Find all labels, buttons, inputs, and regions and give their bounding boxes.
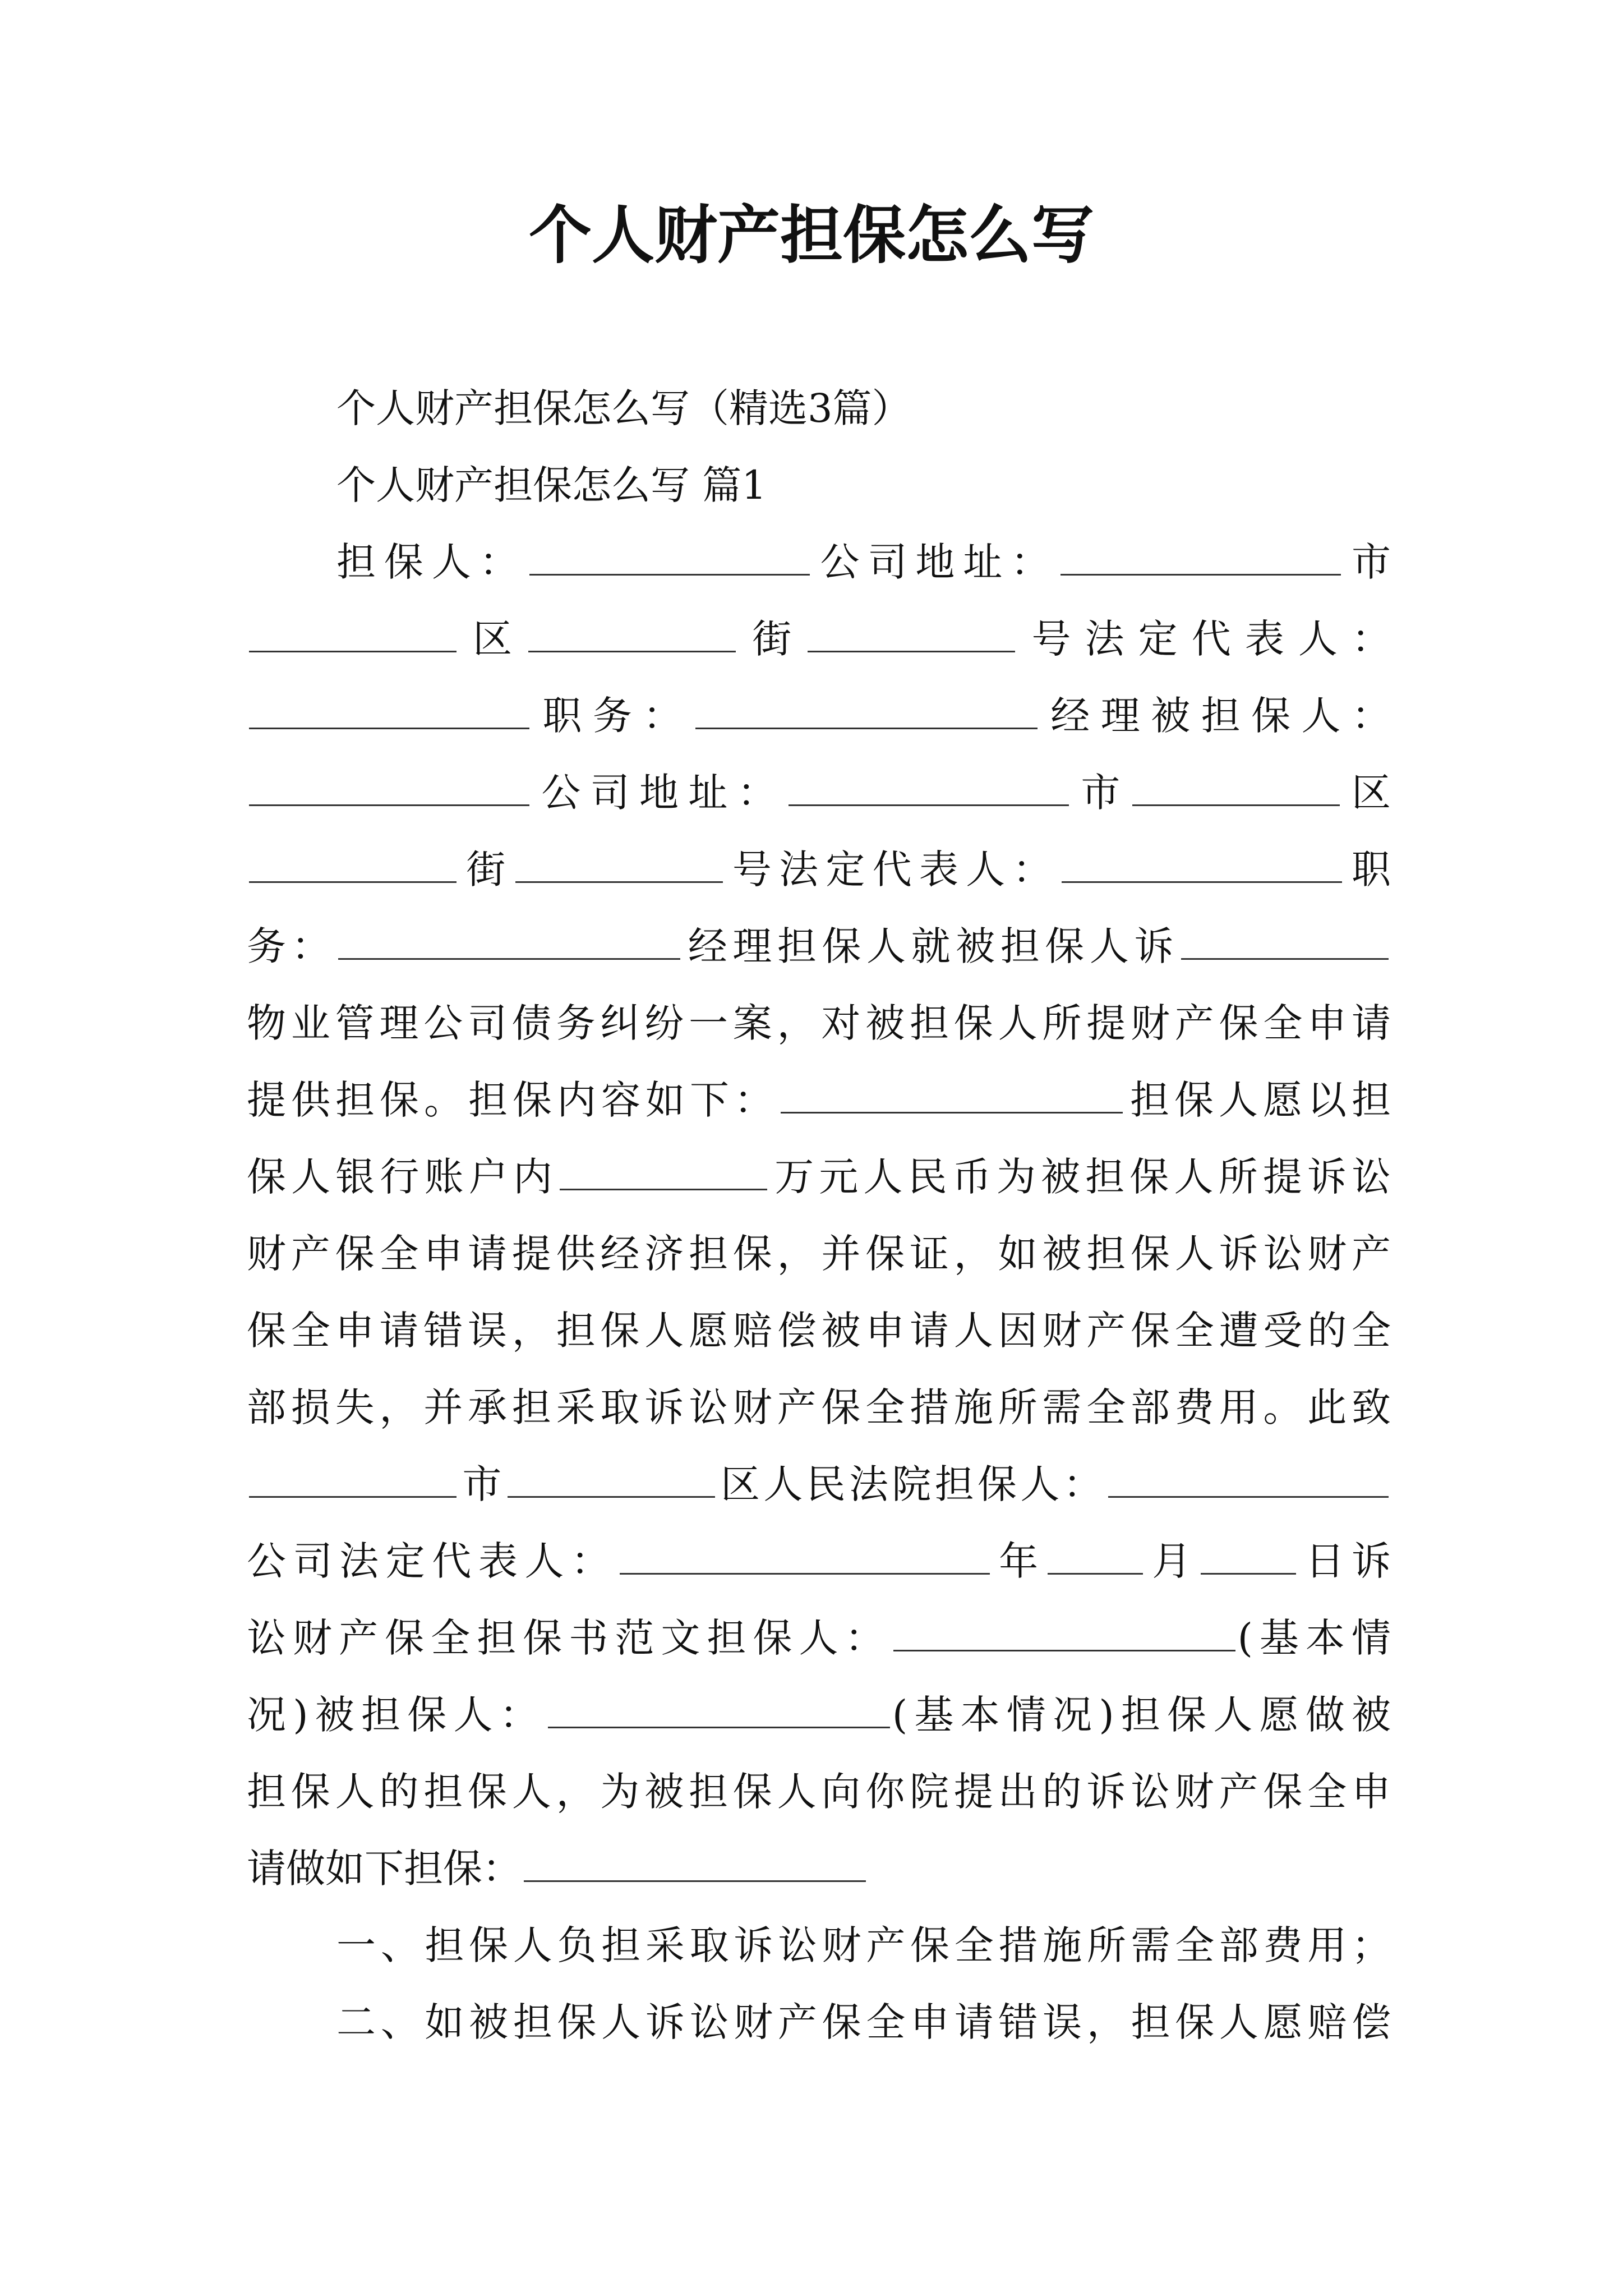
text-line: 市 区人民法院担保人： xyxy=(247,1446,1391,1523)
blank-line xyxy=(1201,1565,1296,1575)
text-line: 财产保全申请提供经济担保，并保证，如被担保人诉讼财产 xyxy=(247,1231,1391,1277)
text-line: 担保人的担保人，为被担保人向你院提出的诉讼财产保全申 xyxy=(247,1769,1391,1815)
blank-line xyxy=(508,1488,715,1498)
blank-line xyxy=(781,1104,1123,1114)
text-line: 职务： 经理被担保人： xyxy=(247,678,1391,754)
blank-line xyxy=(249,643,457,652)
blank-line xyxy=(789,797,1069,806)
text-line: 部损失，并承担采取诉讼财产保全措施所需全部费用。此致 xyxy=(247,1384,1391,1430)
blank-line xyxy=(1061,566,1341,576)
text-line: 物业管理公司债务纠纷一案，对被担保人所提财产保全申请 xyxy=(247,1000,1391,1046)
blank-line xyxy=(1048,1565,1143,1575)
text-line: 况)被担保人： (基本情况)担保人愿做被 xyxy=(247,1692,1391,1738)
text-line: 公司法定代表人： 年 月 日诉 xyxy=(247,1538,1391,1584)
blank-line xyxy=(695,720,1038,729)
text-line: 街 号法定代表人： 职 xyxy=(247,831,1391,908)
blank-line xyxy=(249,1488,457,1498)
text-line: 请做如下担保： xyxy=(247,1830,1391,1907)
blank-line xyxy=(515,873,723,883)
text-line: 担保人： 公司地址： 市 xyxy=(336,539,1391,585)
blank-line xyxy=(1108,1488,1389,1498)
text-line: 提供担保。担保内容如下： 担保人愿以担 xyxy=(247,1077,1391,1123)
blank-line xyxy=(249,720,529,729)
document-title: 个人财产担保怎么写 xyxy=(529,199,1094,272)
blank-line xyxy=(808,643,1015,652)
section-heading: 个人财产担保怎么写 篇1 xyxy=(336,462,767,508)
blank-line xyxy=(560,1181,767,1190)
blank-line xyxy=(249,797,529,806)
blank-line xyxy=(893,1642,1235,1651)
blank-line xyxy=(249,873,457,883)
subtitle: 个人财产担保怎么写（精选3篇） xyxy=(336,385,911,431)
blank-line xyxy=(528,643,736,652)
text-line: 公司地址： 市 区 xyxy=(247,754,1391,831)
list-item: 二、如被担保人诉讼财产保全申请错误，担保人愿赔偿 xyxy=(336,1999,1391,2045)
blank-line xyxy=(1181,950,1389,960)
text-line: 保全申请错误，担保人愿赔偿被申请人因财产保全遭受的全 xyxy=(247,1308,1391,1354)
blank-line xyxy=(1132,797,1340,806)
blank-line xyxy=(1062,873,1342,883)
text-line: 保人银行账户内 万元人民币为被担保人所提诉讼 xyxy=(247,1154,1391,1200)
blank-line xyxy=(548,1719,890,1728)
blank-line xyxy=(338,950,680,960)
document-body xyxy=(247,370,1391,2061)
text-line: 务： 经理担保人就被担保人诉 xyxy=(247,908,1391,985)
blank-line xyxy=(529,566,810,576)
blank-line xyxy=(620,1565,990,1575)
list-item: 一、担保人负担采取诉讼财产保全措施所需全部费用； xyxy=(336,1922,1391,1968)
text-line: 讼财产保全担保书范文担保人： (基本情 xyxy=(247,1615,1391,1661)
text-line: 区 街 号法定代表人： xyxy=(247,601,1391,678)
blank-line xyxy=(524,1872,866,1882)
